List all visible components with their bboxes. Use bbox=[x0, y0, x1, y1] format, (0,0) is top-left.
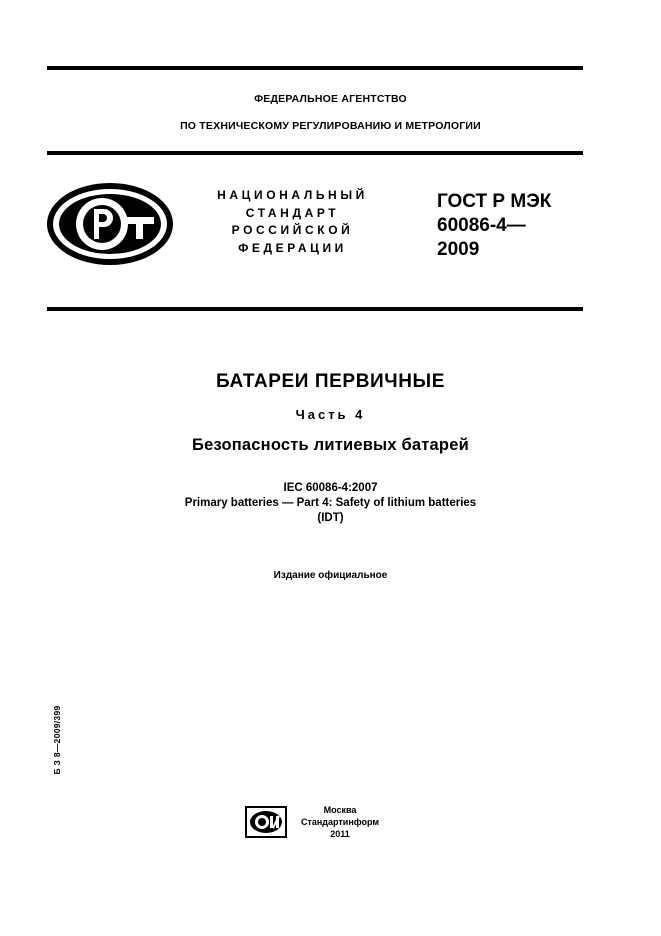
publisher-year: 2011 bbox=[330, 829, 350, 839]
national-line-1: НАЦИОНАЛЬНЫЙ bbox=[217, 188, 368, 202]
standartinform-logo-icon bbox=[244, 805, 288, 839]
agency-line-2: ПО ТЕХНИЧЕСКОМУ РЕГУЛИРОВАНИЮ И МЕТРОЛОГИИ bbox=[180, 120, 481, 132]
part-label: Часть 4 bbox=[295, 407, 366, 422]
designation-line-3: 2009 bbox=[437, 239, 480, 260]
designation-line-2: 60086-4— bbox=[437, 215, 526, 236]
rst-certification-logo-icon bbox=[44, 181, 176, 267]
edition-label: Издание официальное bbox=[273, 570, 388, 581]
publisher-city: Москва bbox=[323, 805, 357, 815]
national-line-3: РОССИЙСКОЙ bbox=[231, 223, 354, 237]
document-title: БАТАРЕИ ПЕРВИЧНЫЕ bbox=[215, 371, 446, 392]
logo-block-rule bbox=[47, 307, 583, 311]
standard-designation bbox=[437, 190, 551, 262]
national-line-2: СТАНДАРТ bbox=[245, 205, 340, 220]
publisher-info bbox=[292, 804, 388, 840]
side-code: Б З 8—2009/399 bbox=[52, 705, 62, 775]
iec-english-title: Primary batteries — Part 4: Safety of lithium batteries bbox=[184, 497, 477, 509]
document-subtitle: Безопасность литиевых батарей bbox=[192, 436, 469, 454]
top-rule bbox=[47, 66, 583, 70]
publisher-name: Стандартинформ bbox=[300, 817, 380, 827]
national-line-4: ФЕДЕРАЦИИ bbox=[238, 240, 347, 255]
designation-line-1: ГОСТ Р МЭК bbox=[437, 191, 552, 212]
header-rule bbox=[47, 151, 583, 155]
iec-equivalence: (IDT) bbox=[317, 512, 344, 524]
national-standard-label bbox=[190, 187, 395, 257]
iec-number: IEC 60086-4:2007 bbox=[283, 482, 378, 494]
agency-line-1: ФЕДЕРАЛЬНОЕ АГЕНТСТВО bbox=[254, 93, 407, 105]
